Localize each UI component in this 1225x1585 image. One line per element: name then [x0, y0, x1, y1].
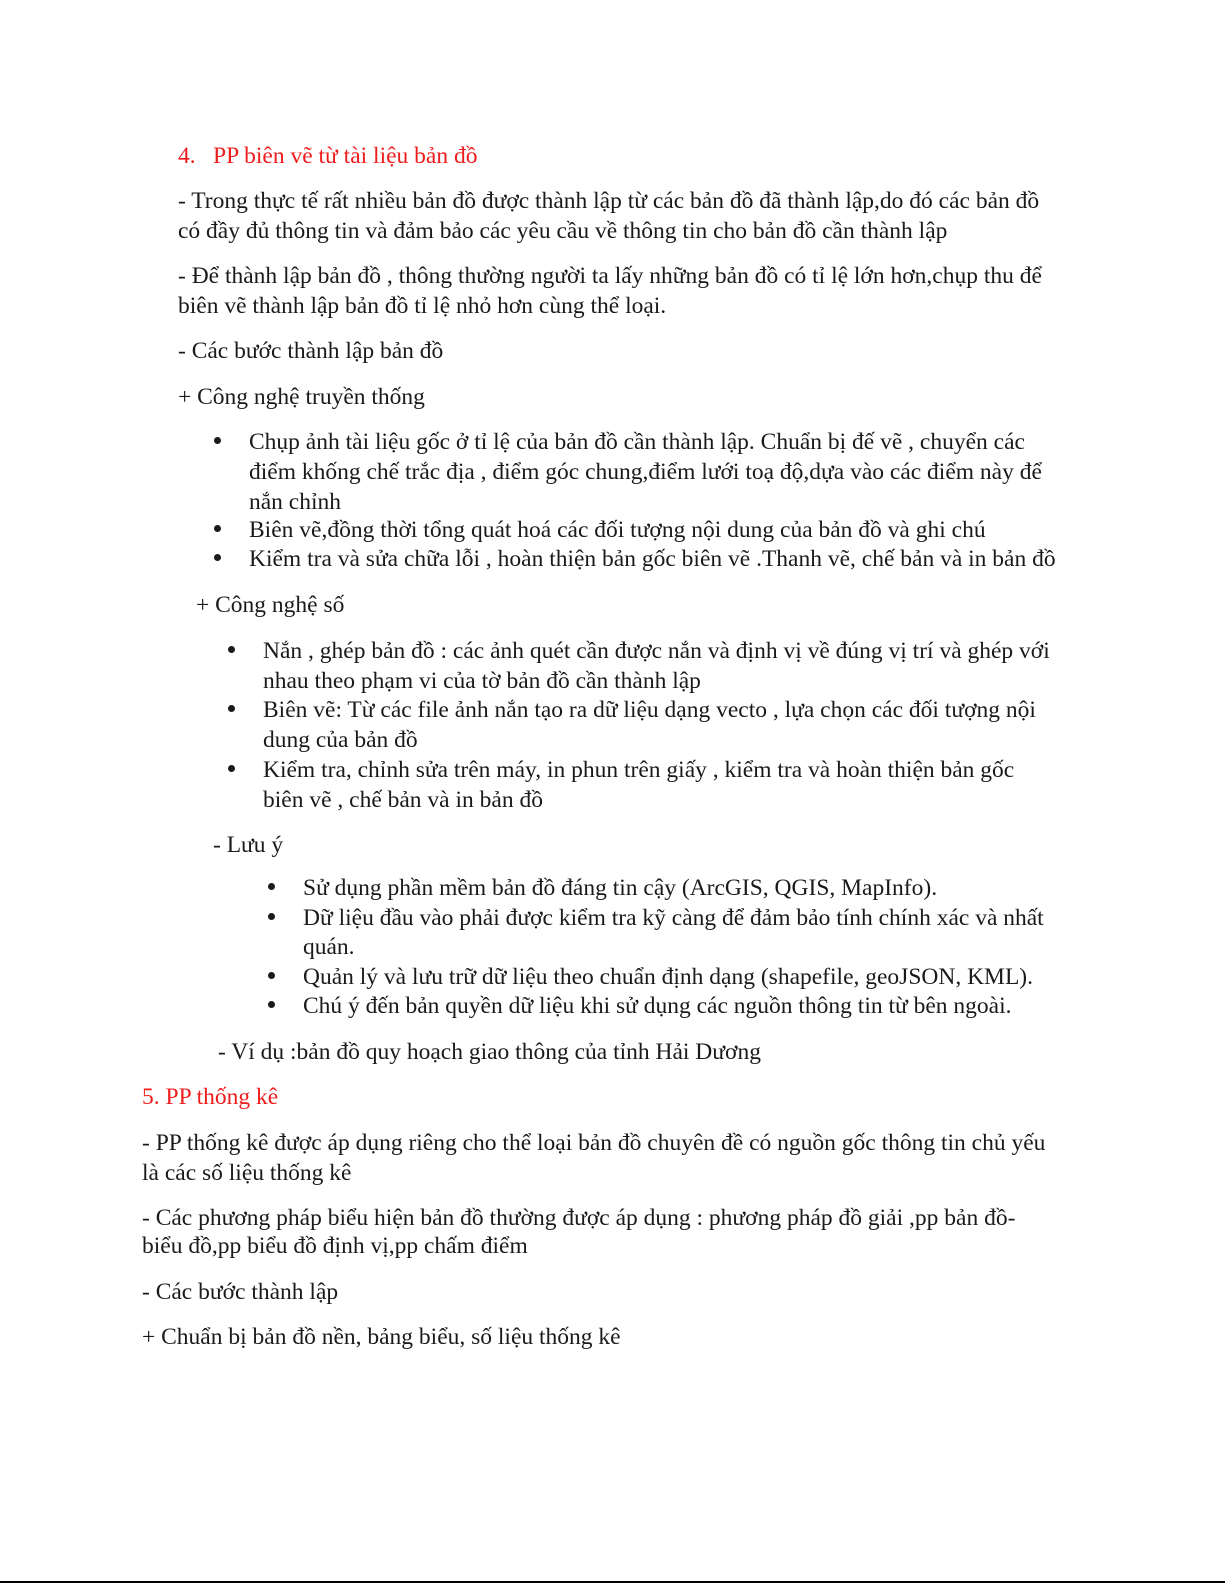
section-5-title: 5. PP thống kê	[142, 1084, 279, 1110]
section-5-steps-heading: - Các bước thành lập	[142, 1279, 339, 1305]
section-5-p2-line-1: - Các phương pháp biểu hiện bản đồ thường được áp dụng : phương pháp đồ giải ,pp bản đồ-	[142, 1205, 1016, 1231]
traditional-item-3: Kiểm tra và sửa chữa lỗi , hoàn thiện bản gốc biên vẽ .Thanh vẽ, chế bản và in bản đồ	[249, 546, 1056, 572]
note-bullet-4	[268, 1001, 275, 1008]
note-bullet-1	[268, 883, 275, 890]
traditional-heading: + Công nghệ truyền thống	[178, 384, 425, 410]
note-bullet-3	[268, 972, 275, 979]
note-item-2-line-1: Dữ liệu đầu vào phải được kiểm tra kỹ càng để đảm bảo tính chính xác và nhất	[303, 905, 1044, 931]
section-5-p2-line-2: biểu đồ,pp biểu đồ định vị,pp chấm điểm	[142, 1233, 528, 1259]
note-item-1: Sử dụng phần mềm bản đồ đáng tin cậy (ArcGIS, QGIS, MapInfo).	[303, 875, 938, 901]
traditional-item-1-line-2: điểm khống chế trắc địa , điểm góc chung,điểm lưới toạ độ,dựa vào các điểm này để	[249, 459, 1042, 485]
section-4-p2-line-1: - Để thành lập bản đồ , thông thường người ta lấy những bản đồ có tỉ lệ lớn hơn,chụp thu để	[178, 263, 1042, 289]
section-4-p1-line-2: có đầy đủ thông tin và đảm bảo các yêu cầu về thông tin cho bản đồ cần thành lập	[178, 218, 948, 244]
section-4-steps-heading: - Các bước thành lập bản đồ	[178, 338, 444, 364]
digital-item-3-line-1: Kiểm tra, chỉnh sửa trên máy, in phun trên giấy , kiểm tra và hoàn thiện bản gốc	[263, 757, 1015, 783]
digital-bullet-1	[228, 646, 235, 653]
digital-bullet-2	[228, 705, 235, 712]
note-item-2-line-2: quán.	[303, 934, 355, 960]
note-item-4: Chú ý đến bản quyền dữ liệu khi sử dụng các nguồn thông tin từ bên ngoài.	[303, 993, 1012, 1019]
traditional-bullet-1	[214, 437, 221, 444]
digital-item-3-line-2: biên vẽ , chế bản và in bản đồ	[263, 787, 543, 813]
digital-item-2-line-2: dung của bản đồ	[263, 727, 418, 753]
note-heading: - Lưu ý	[213, 832, 284, 858]
section-5-prep: + Chuẩn bị bản đồ nền, bảng biểu, số liệu thống kê	[142, 1324, 621, 1350]
traditional-bullet-2	[214, 525, 221, 532]
digital-item-1-line-1: Nắn , ghép bản đồ : các ảnh quét cần được nắn và định vị về đúng vị trí và ghép với	[263, 638, 1050, 664]
note-bullet-2	[268, 913, 275, 920]
section-4-p1-line-1: - Trong thực tế rất nhiều bản đồ được thành lập từ các bản đồ đã thành lập,do đó các bản đồ	[178, 188, 1040, 214]
traditional-item-1-line-1: Chụp ảnh tài liệu gốc ở tỉ lệ của bản đồ cần thành lập. Chuẩn bị đế vẽ , chuyển các	[249, 429, 1025, 455]
traditional-bullet-3	[214, 554, 221, 561]
section-4-number: 4.	[178, 143, 196, 169]
traditional-item-1-line-3: nắn chỉnh	[249, 489, 342, 515]
section-5-p1-line-2: là các số liệu thống kê	[142, 1160, 352, 1186]
digital-bullet-3	[228, 765, 235, 772]
section-4-p2-line-2: biên vẽ thành lập bản đồ tỉ lệ nhỏ hơn cùng thể loại.	[178, 293, 667, 319]
section-5-p1-line-1: - PP thống kê được áp dụng riêng cho thể loại bản đồ chuyên đề có nguồn gốc thông tin chủ yếu	[142, 1130, 1046, 1156]
digital-item-1-line-2: nhau theo phạm vi của tờ bản đồ cần thành lập	[263, 668, 701, 694]
digital-item-2-line-1: Biên vẽ: Từ các file ảnh nắn tạo ra dữ liệu dạng vecto , lựa chọn các đối tượng nội	[263, 697, 1036, 723]
note-item-3: Quản lý và lưu trữ dữ liệu theo chuẩn định dạng (shapefile, geoJSON, KML).	[303, 964, 1034, 990]
traditional-item-2: Biên vẽ,đồng thời tổng quát hoá các đối tượng nội dung của bản đồ và ghi chú	[249, 517, 986, 543]
example-line: - Ví dụ :bản đồ quy hoạch giao thông của tỉnh Hải Dương	[218, 1039, 761, 1065]
digital-heading: + Công nghệ số	[196, 592, 345, 618]
page-bottom-border	[0, 1581, 1225, 1583]
section-4-title: PP biên vẽ từ tài liệu bản đồ	[213, 143, 478, 169]
